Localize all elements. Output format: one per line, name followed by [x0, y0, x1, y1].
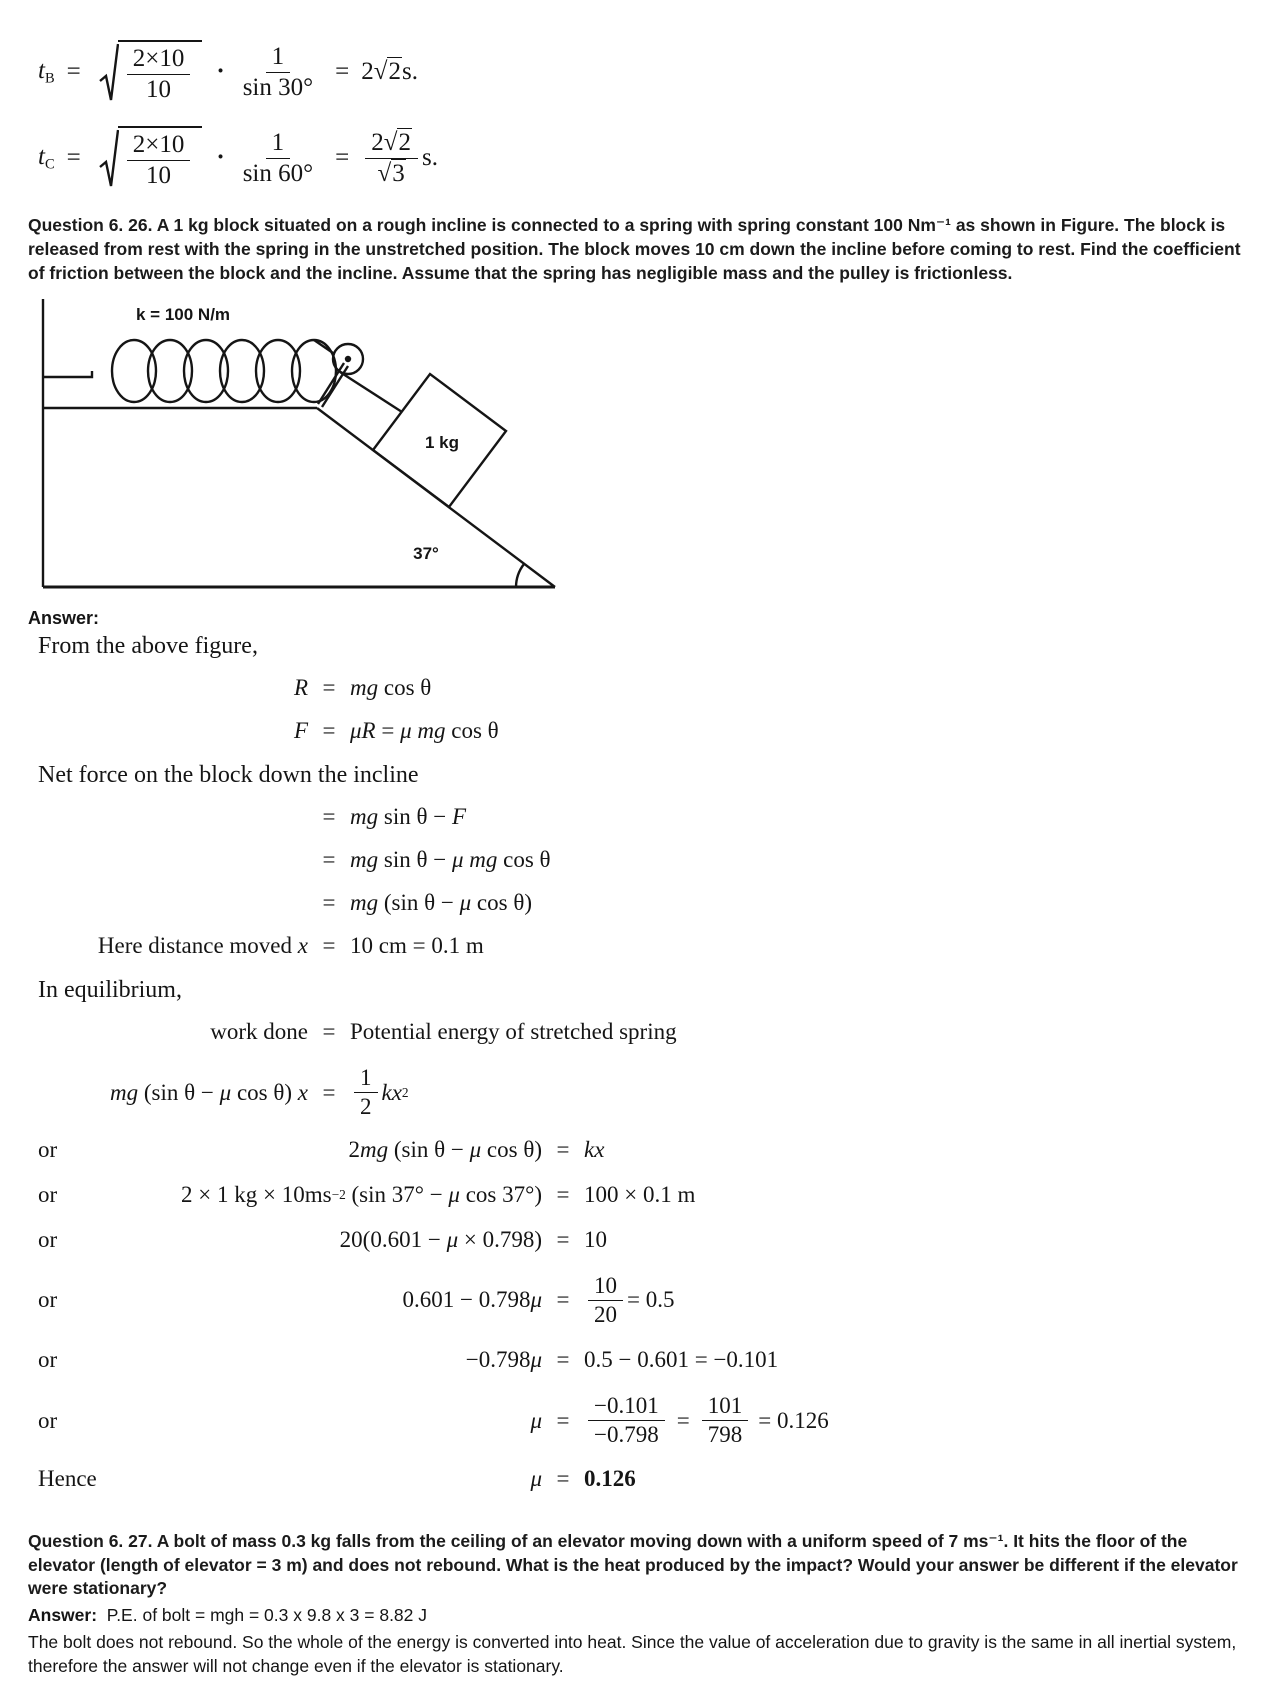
- equation-row: mg (sin θ − μ cos θ) x = $\frac{1}{2}$ kx 2: [110, 1065, 409, 1120]
- equals-sign: =: [322, 890, 336, 916]
- equals-sign: =: [556, 1181, 570, 1207]
- equation-row: or 20(0.601 − μ × 0.798) = 10: [38, 1226, 607, 1252]
- square-root: [99, 126, 203, 190]
- pulley-strut: [318, 363, 344, 404]
- unit: s.: [421, 144, 438, 171]
- equation-row: Here distance moved x = 10 cm = 0.1 m: [97, 933, 484, 959]
- step-label: or: [38, 1226, 58, 1252]
- answer-label: Answer:: [28, 1605, 98, 1626]
- equals-sign: =: [556, 1465, 570, 1491]
- answer-6-27: [28, 1603, 1245, 1628]
- equation-row: or 0.601 − 0.798 μ = $\frac{10}{20}$ = 0.5: [38, 1272, 675, 1327]
- equals-sign: =: [322, 933, 336, 959]
- question-6-27-text: Question 6. 27. A bolt of mass 0.3 kg falls from the ceiling of an elevator moving down with a uniform speed of 7 ms⁻¹. It hits the floor of the elevator (length of elevator = 3 m) and does not rebound. What is the heat produced by the impact? Would your answer be different if the elevator were stationary?: [28, 1530, 1238, 1599]
- step-label: or: [38, 1407, 58, 1433]
- result: 2√2s.: [361, 58, 418, 85]
- equals-sign: =: [335, 58, 350, 85]
- equals-sign: =: [556, 1407, 570, 1433]
- equals-sign: =: [322, 1079, 336, 1105]
- fraction: $\frac{1}{2}$: [354, 1065, 378, 1120]
- equals-sign: =: [322, 1019, 336, 1045]
- variable: $t_C$: [38, 142, 55, 173]
- equals-sign: =: [556, 1136, 570, 1162]
- fraction: $\frac{1}{\sin 60^\circ}$: [242, 128, 314, 187]
- equals-sign: =: [322, 847, 336, 873]
- equation-row: or 2 mg (sin θ − μ cos θ) = kx: [38, 1136, 605, 1162]
- figure-container: [28, 291, 1245, 598]
- answer-intro: From the above figure,: [38, 633, 258, 660]
- angle-arc: [516, 564, 524, 587]
- equals-sign: =: [556, 1287, 570, 1313]
- spring-constant-label: k = 100 N/m: [136, 305, 231, 325]
- fraction: $\frac{1}{\sin 30^\circ}$: [242, 42, 314, 101]
- dot-operator: ·: [216, 58, 225, 85]
- equation-row: or −0.798 μ = 0.5 − 0.601 = −0.101: [38, 1347, 779, 1373]
- equation-row: = mg (sin θ − μ cos θ): [38, 888, 1245, 918]
- block-mass-label: 1 kg: [424, 433, 460, 453]
- equation-row: or 2 × 1 kg × 10ms −2 (sin 37° − μ cos 37°) = 100 × 0.1 m: [38, 1181, 696, 1207]
- fraction: $\frac{101}{798}$: [702, 1393, 749, 1448]
- step-label: or: [38, 1181, 58, 1207]
- step-label: or: [38, 1136, 58, 1162]
- incline-spring-figure: [28, 291, 568, 593]
- radical-sign-icon: [99, 128, 119, 190]
- equals-sign: =: [335, 144, 350, 171]
- equation-row: Hence μ = 0.126: [38, 1465, 636, 1491]
- dot-operator: ·: [216, 144, 225, 171]
- derivation-text: In equilibrium,: [38, 977, 182, 1004]
- equals-sign: =: [322, 675, 336, 701]
- equation-row: or μ = $\frac{-0.101}{-0.798}$ = $\frac{101}{798}$ = 0.126: [38, 1393, 829, 1448]
- fraction: $\frac{-0.101}{-0.798}$: [588, 1393, 665, 1448]
- answer-value: P.E. of bolt = mgh = 0.3 x 9.8 x 3 = 8.82 J: [106, 1605, 428, 1626]
- fraction: $\frac{2\times 10}{10}$: [127, 131, 191, 190]
- equation-row: = mg sin θ − μ mg cos θ: [38, 845, 1245, 875]
- fraction-result: $\frac{2√2}{√3}$: [365, 129, 418, 188]
- equals-sign: =: [322, 718, 336, 744]
- equals-sign: =: [556, 1347, 570, 1373]
- radical-sign-icon: [99, 42, 119, 104]
- answer-6-27-body: The bolt does not rebound. So the whole of the energy is converted into heat. Since the value of acceleration due to gravity is the same in all inertial system, therefore the answer will not change even if the elevator is stationary.: [28, 1631, 1237, 1677]
- step-label: or: [38, 1287, 58, 1313]
- step-label: or: [38, 1347, 58, 1373]
- equation-tB: [38, 40, 1245, 104]
- equals-sign: =: [66, 58, 81, 85]
- angle-label: 37°: [413, 544, 439, 564]
- derivation-text: Net force on the block down the incline: [38, 762, 419, 789]
- spring-coil: [112, 340, 336, 402]
- answer-label: Answer:: [28, 608, 100, 629]
- square-root: [99, 40, 203, 104]
- equation-row: F = μR = μ mg cos θ: [293, 718, 499, 744]
- equals-sign: =: [322, 804, 336, 830]
- equals-sign: =: [66, 144, 81, 171]
- spring-anchor-line: [43, 371, 92, 377]
- rope-line: [340, 372, 402, 412]
- equals-sign: =: [556, 1226, 570, 1252]
- equation-row: = mg sin θ − F: [38, 802, 1245, 832]
- equation-row: work done = Potential energy of stretched spring: [210, 1019, 677, 1045]
- equation-row: R = mg cos θ: [293, 675, 432, 701]
- pulley-axle: [345, 356, 351, 362]
- fraction: $\frac{10}{20}$: [588, 1273, 623, 1328]
- question-6-26-text: Question 6. 26. A 1 kg block situated on a rough incline is connected to a spring with spring constant 100 Nm⁻¹ as shown in Figure. The block is released from rest with the spring in the unstretched position. The block moves 10 cm down the incline before coming to rest. Find the coefficient of friction between the block and the incline. Assume that the spring has negligible mass and the pulley is frictionless.: [28, 215, 1241, 283]
- variable: $t_B$: [38, 56, 55, 87]
- equation-tC: [38, 126, 1245, 190]
- fraction: $\frac{2\times 10}{10}$: [127, 45, 191, 104]
- step-label: Hence: [38, 1465, 97, 1491]
